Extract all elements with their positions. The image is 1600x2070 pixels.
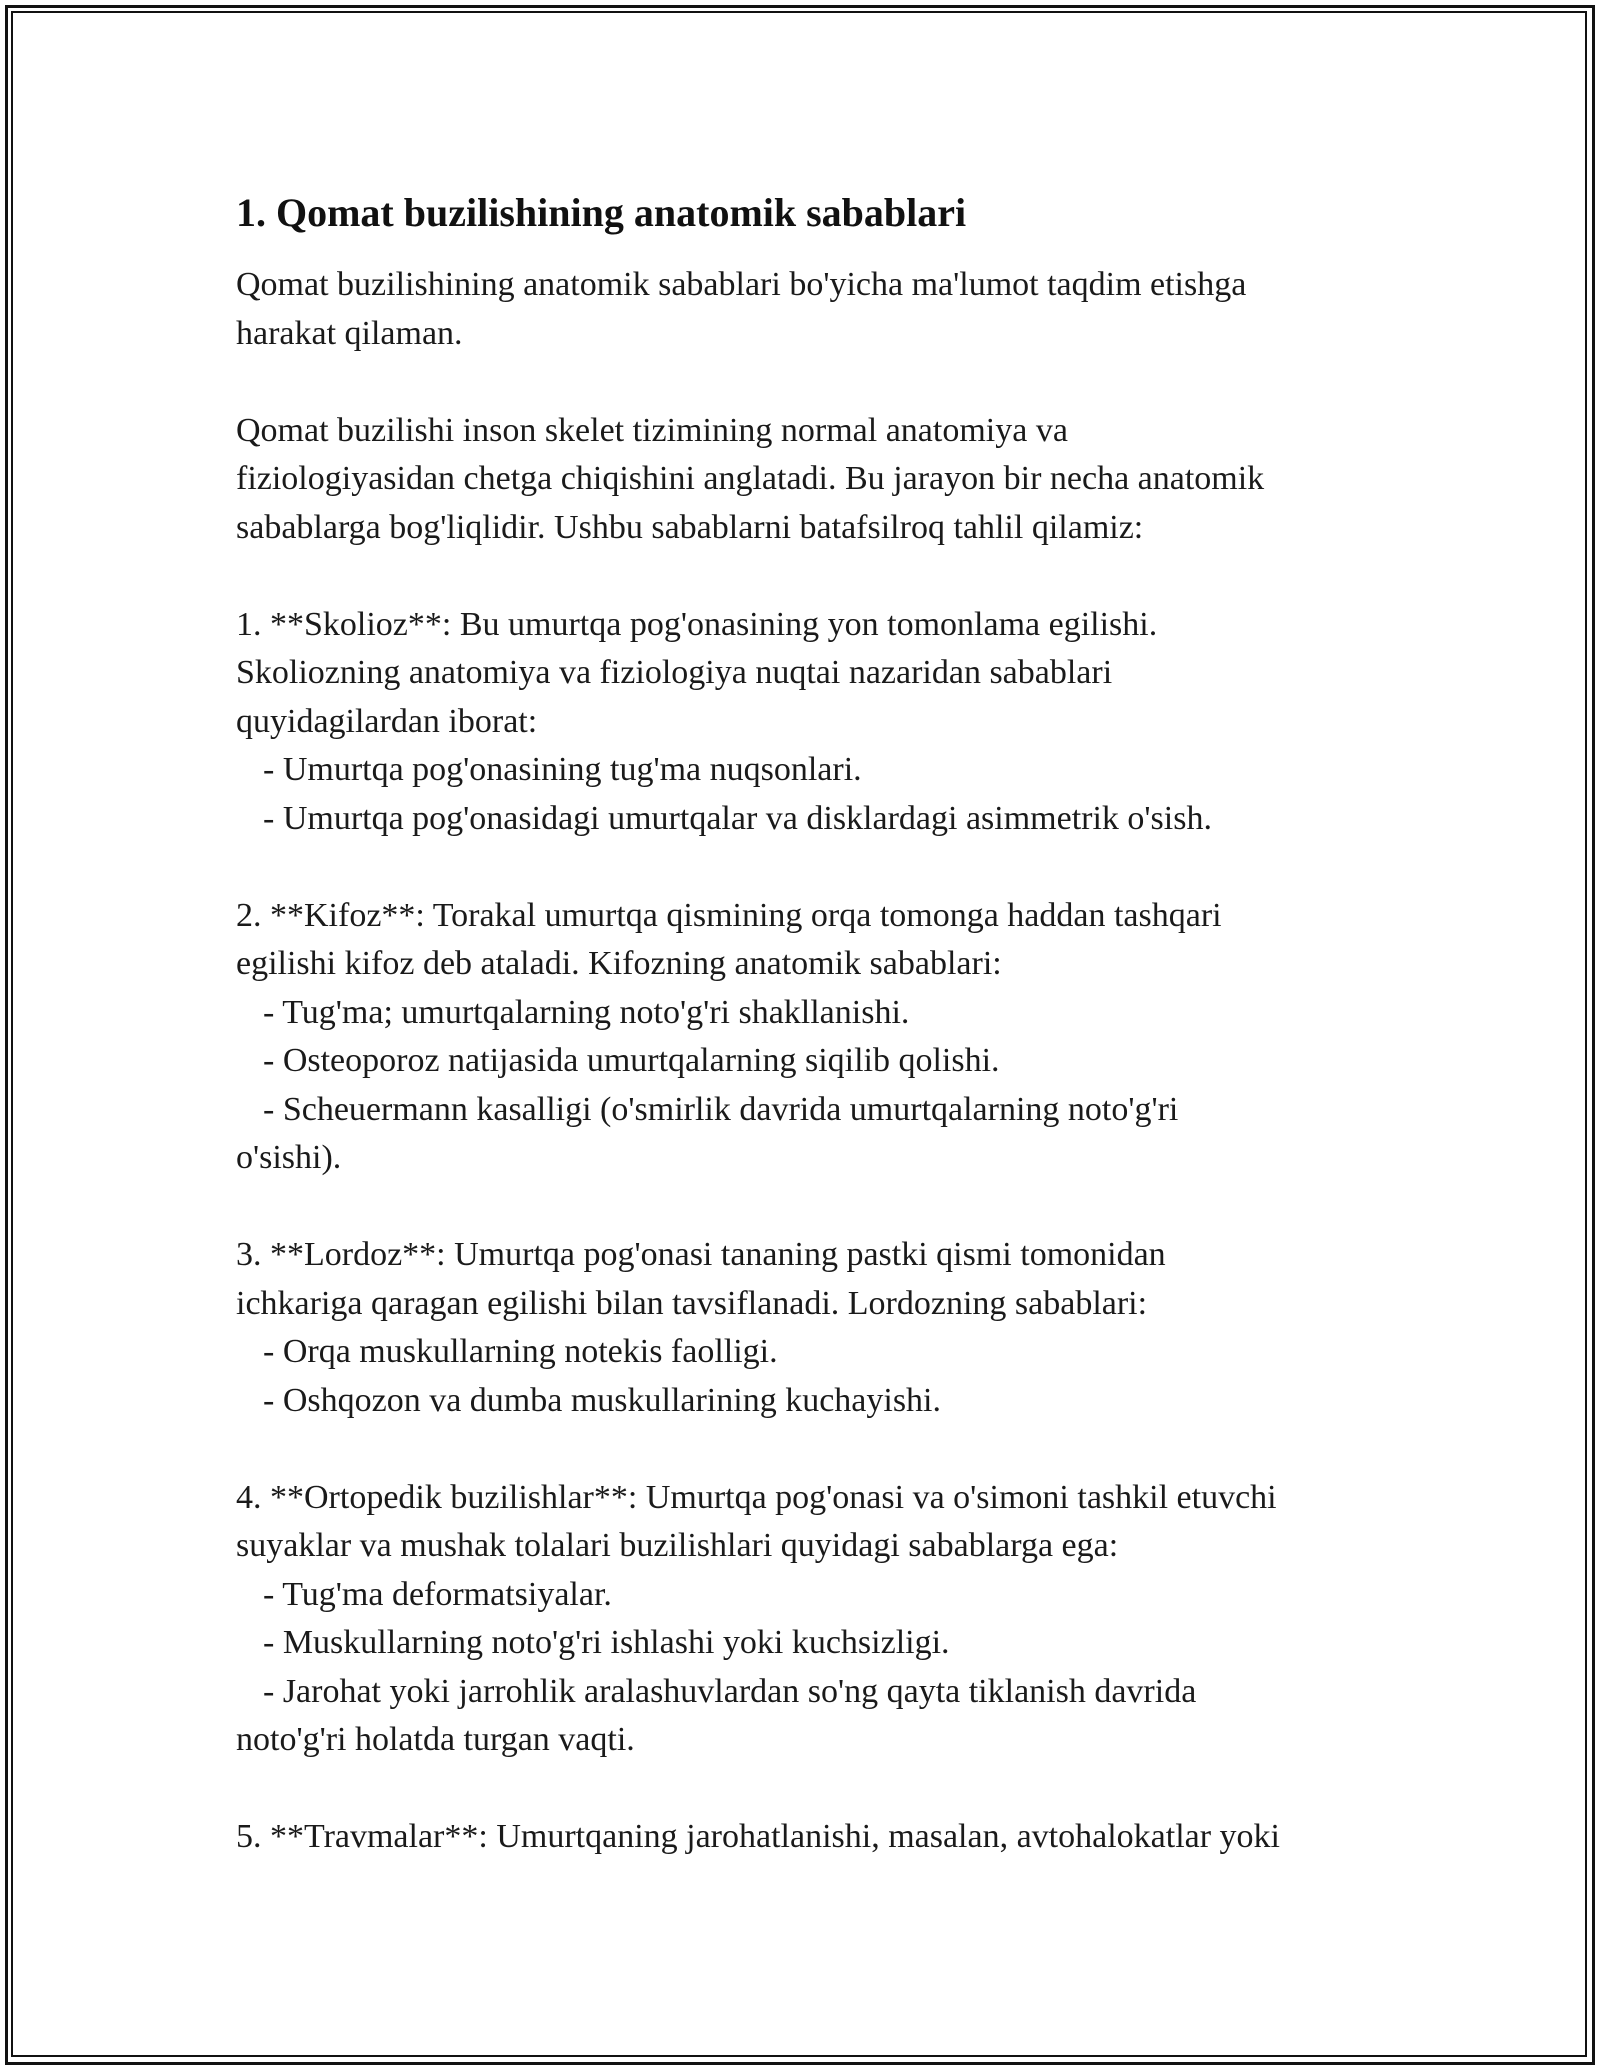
cause-skolioz [236,601,1376,844]
text-line: egilishi kifoz deb ataladi. Kifozning anatomik sabablari: [236,945,1002,982]
paragraph-gap [236,1425,1376,1474]
overview-paragraph [236,407,1376,553]
bullet-item: - Jarohat yoki jarrohlik aralashuvlardan so'ng qayta tiklanish davrida [263,1672,1197,1710]
bullet-item: - Osteoporoz natijasida umurtqalarning siqilib qolishi. [263,1042,1000,1079]
bullet-item: - Scheuermann kasalligi (o'smirlik davrida umurtqalarning noto'g'ri [263,1090,1179,1128]
cause-kifoz [236,892,1376,1183]
bullet-item: - Oshqozon va dumba muskullarining kuchayishi. [263,1381,942,1419]
bullet-item-continuation: noto'g'ri holatda turgan vaqti. [236,1721,635,1758]
text-line: harakat qilaman. [236,314,463,352]
paragraph-gap [236,1765,1376,1814]
text-line: Qomat buzilishi inson skelet tizimining normal anatomiya va [236,411,1068,449]
cause-lordoz [236,1231,1376,1425]
intro-paragraph [236,261,1376,358]
bullet-item: - Orqa muskullarning notekis faolligi. [263,1333,778,1370]
paragraph-gap [236,358,1376,407]
paragraph-gap [236,552,1376,601]
text-line: suyaklar va mushak tolalari buzilishlari quyidagi sabablarga ega: [236,1527,1119,1564]
bullet-item-continuation: o'sishi). [236,1139,342,1176]
text-line: fiziologiyasidan chetga chiqishini anglatadi. Bu jarayon bir necha anatomik [236,460,1265,497]
text-line: 4. **Ortopedik buzilishlar**: Umurtqa pog'onasi va o'simoni tashkil etuvchi [236,1478,1277,1516]
text-line: 1. **Skolioz**: Bu umurtqa pog'onasining yon tomonlama egilishi. [236,605,1158,643]
bullet-item: - Umurtqa pog'onasining tug'ma nuqsonlari. [263,751,862,788]
bullet-item: - Umurtqa pog'onasidagi umurtqalar va disklardagi asimmetrik o'sish. [263,799,1212,837]
cause-travmalar [236,1813,1376,1862]
text-line: 3. **Lordoz**: Umurtqa pog'onasi tananing pastki qismi tomonidan [236,1236,1166,1273]
paragraph-gap [236,843,1376,892]
text-line: 5. **Travmalar**: Umurtqaning jarohatlanishi, masalan, avtohalokatlar yoki [236,1818,1281,1855]
cause-ortopedik [236,1474,1376,1765]
document-body [236,185,1376,1862]
text-line: sabablarga bog'liqlidir. Ushbu sabablarni batafsilroq tahlil qilamiz: [236,508,1144,546]
text-line: Skoliozning anatomiya va fiziologiya nuqtai nazaridan sabablari [236,654,1113,691]
paragraph-gap [236,1183,1376,1232]
text-line: Qomat buzilishining anatomik sabablari bo'yicha ma'lumot taqdim etishga [236,266,1247,303]
bullet-item: - Tug'ma deformatsiyalar. [263,1575,612,1613]
text-line: 2. **Kifoz**: Torakal umurtqa qismining orqa tomonga haddan tashqari [236,896,1222,934]
bullet-item: - Muskullarning noto'g'ri ishlashi yoki kuchsizligi. [263,1624,950,1661]
text-line: ichkariga qaragan egilishi bilan tavsiflanadi. Lordozning sabablari: [236,1284,1148,1322]
section-heading: 1. Qomat buzilishining anatomik sabablari [236,190,967,235]
text-line: quyidagilardan iborat: [236,702,538,740]
bullet-item: - Tug'ma; umurtqalarning noto'g'ri shakllanishi. [263,993,910,1031]
